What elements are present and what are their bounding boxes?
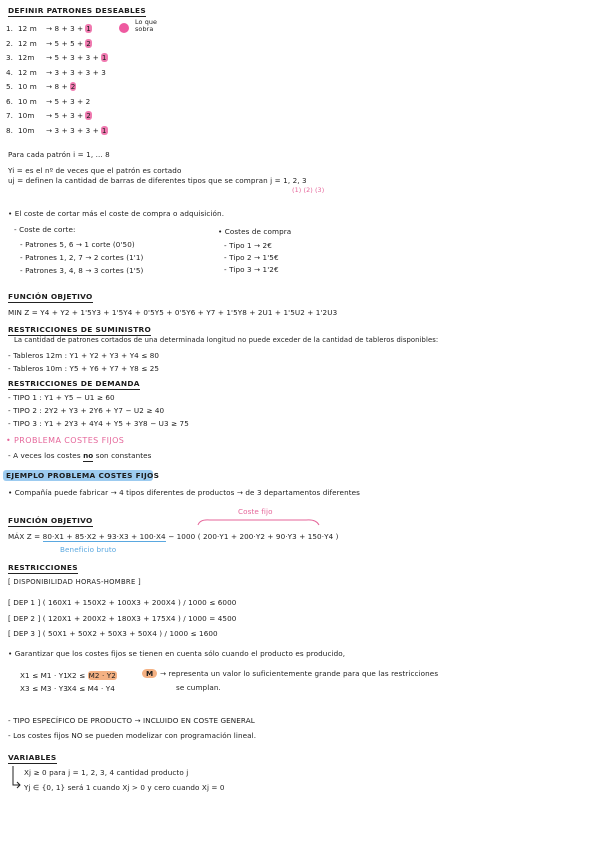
pattern-leftover: 1 bbox=[101, 53, 107, 62]
supply-title: RESTRICCIONES DE SUMINISTRO bbox=[8, 325, 152, 334]
note-item: - TIPO ESPECÍFICO DE PRODUCTO → INCLUIDO EN COSTE GENERAL bbox=[8, 716, 255, 725]
pattern-combo: 3 + 3 + 3 + 3 bbox=[54, 67, 106, 77]
pattern-row bbox=[6, 97, 90, 106]
m-constraint bbox=[67, 671, 117, 680]
purchase-cost-item: - Tipo 2 → 1'5€ bbox=[224, 253, 279, 262]
cut-cost-item: - Patrones 3, 4, 8 → 3 cortes (1'5) bbox=[20, 266, 144, 275]
fixed-note-pre: - A veces los costes bbox=[8, 451, 81, 460]
pattern-combo: 5 + 5 + bbox=[54, 38, 84, 48]
arrow-icon: → bbox=[46, 53, 55, 62]
pattern-number: 5. bbox=[6, 82, 14, 91]
cost-intro: • El coste de cortar más el coste de compra o adquisición. bbox=[8, 209, 225, 218]
cut-cost-item: - Patrones 1, 2, 7 → 2 cortes (1'1) bbox=[20, 253, 144, 262]
m-constraint: X4 ≤ M4 · Y4 bbox=[67, 684, 115, 693]
y-definition: Yi = es el nº de veces que el patrón es cortado bbox=[8, 166, 182, 175]
arrow-icon: → bbox=[46, 38, 55, 48]
section-title-patrones: DEFINIR PATRONES DESEABLES bbox=[8, 6, 146, 15]
pattern-number: 8. bbox=[6, 125, 14, 135]
arrow-icon: → bbox=[46, 67, 55, 77]
supply-item: - Tableros 12m : Y1 + Y2 + Y3 + Y4 ≤ 80 bbox=[8, 351, 160, 360]
demand-item: - TIPO 3 : Y1 + 2Y3 + 4Y4 + Y5 + 3Y8 − U3 ≥ 75 bbox=[8, 419, 189, 428]
m-constraint-pre: X2 ≤ bbox=[67, 671, 86, 680]
demand-item: - TIPO 1 : Y1 + Y5 − U1 ≥ 60 bbox=[8, 393, 115, 402]
pattern-leftover: 1 bbox=[101, 125, 107, 135]
pattern-length: 12m bbox=[18, 53, 35, 62]
example-objective-title: FUNCIÓN OBJETIVO bbox=[8, 516, 93, 525]
guarantee-text: • Garantizar que los costes fijos se tienen en cuenta sólo cuando el producto es producido, bbox=[8, 649, 346, 658]
pattern-length: 10m bbox=[18, 111, 35, 120]
purchase-cost-item: - Tipo 3 → 1'2€ bbox=[224, 265, 279, 274]
max-fixed: 200·Y1 + 200·Y2 + 90·Y3 + 150·Y4 bbox=[203, 532, 334, 541]
m-constraint-highlight: M2 · Y2 bbox=[88, 671, 116, 680]
pattern-row bbox=[6, 53, 108, 62]
supply-item: - Tableros 10m : Y5 + Y6 + Y7 + Y8 ≤ 25 bbox=[8, 364, 160, 373]
objective-formula: MIN Z = Y4 + Y2 + 1'5Y3 + 1'5Y4 + 0'5Y5 + 0'5Y6 + Y7 + 1'5Y8 + 2U1 + 1'5U2 + 1'2U3 bbox=[8, 308, 338, 317]
arrow-icon: → bbox=[46, 111, 55, 120]
fixed-cost-brace bbox=[196, 518, 321, 526]
pattern-number: 2. bbox=[6, 38, 14, 48]
max-pre: MÁX Z = bbox=[8, 532, 41, 541]
max-formula bbox=[8, 532, 339, 541]
m-constraint: X1 ≤ M1 · Y1 bbox=[20, 671, 68, 680]
arrow-icon: → bbox=[46, 82, 55, 91]
objective-title: FUNCIÓN OBJETIVO bbox=[8, 292, 93, 301]
variables-title: VARIABLES bbox=[8, 753, 57, 762]
purchase-cost-item: - Tipo 1 → 2€ bbox=[224, 241, 272, 250]
restrictions-title: RESTRICCIONES bbox=[8, 563, 78, 572]
pattern-row bbox=[6, 111, 92, 120]
fixed-note-no: no bbox=[83, 451, 94, 460]
purchase-cost-title: • Costes de compra bbox=[218, 227, 292, 236]
variable-def: Yj ∈ {0, 1} será 1 cuando Xj > 0 y cero cuando Xj = 0 bbox=[24, 783, 225, 792]
pattern-length: 10m bbox=[18, 125, 35, 135]
u-sub-indices: (1) (2) (3) bbox=[292, 186, 325, 194]
pattern-length: 12 m bbox=[18, 38, 37, 48]
restrictions-subtitle: [ DISPONIBILIDAD HORAS-HOMBRE ] bbox=[8, 578, 141, 586]
pattern-combo: 5 + 3 + 3 + bbox=[54, 53, 99, 62]
note-item: - Los costes fijos NO se pueden modelizar con programación lineal. bbox=[8, 731, 257, 740]
leftover-note: Lo que sobra bbox=[135, 18, 158, 33]
arrow-icon: → bbox=[46, 24, 55, 33]
pattern-combo: 3 + 3 + 3 + bbox=[54, 125, 99, 135]
m-description: se cumplan. bbox=[176, 683, 221, 692]
pink-marker-dot bbox=[119, 23, 129, 33]
pattern-combo: 8 + 3 + bbox=[54, 24, 84, 33]
max-end: ) bbox=[335, 532, 339, 541]
u-definition: uj = definen la cantidad de barras de diferentes tipos que se compran j = 1, 2, 3 bbox=[8, 176, 307, 185]
pattern-leftover: 1 bbox=[86, 24, 91, 33]
benefit-label: Beneficio bruto bbox=[60, 545, 117, 554]
pattern-leftover: 2 bbox=[70, 82, 76, 91]
pattern-row bbox=[6, 39, 92, 48]
dep-constraint: [ DEP 1 ] ( 160X1 + 150X2 + 100X3 + 200X4 ) / 1000 ≤ 6000 bbox=[8, 598, 237, 607]
max-mid: − 1000 ( bbox=[168, 532, 201, 541]
demand-title: RESTRICCIONES DE DEMANDA bbox=[8, 379, 140, 388]
arrow-icon: → bbox=[46, 125, 55, 135]
demand-item: - TIPO 2 : 2Y2 + Y3 + 2Y6 + Y7 − U2 ≥ 40 bbox=[8, 406, 165, 415]
pattern-number: 1. bbox=[6, 24, 14, 33]
pattern-leftover: 2 bbox=[86, 38, 91, 48]
arrow-icon: → bbox=[46, 96, 55, 106]
pattern-number: 7. bbox=[6, 111, 14, 120]
pattern-row bbox=[6, 68, 106, 77]
supply-desc: La cantidad de patrones cortados de una determinada longitud no puede exceder de la cantidad de tableros disponibles: bbox=[14, 336, 439, 344]
fixed-note-post: son constantes bbox=[95, 451, 152, 460]
pattern-row bbox=[6, 126, 108, 135]
example-title: EJEMPLO PROBLEMA COSTES FIJOS bbox=[6, 471, 160, 480]
example-desc: • Compañía puede fabricar → 4 tipos diferentes de productos → de 3 departamentos diferentes bbox=[8, 488, 361, 497]
variable-def: Xj ≥ 0 para j = 1, 2, 3, 4 cantidad producto j bbox=[24, 768, 189, 777]
pattern-number: 6. bbox=[6, 96, 14, 106]
pattern-length: 12 m bbox=[18, 24, 37, 33]
pattern-combo: 8 + bbox=[54, 82, 68, 91]
pattern-combo: 5 + 3 + 2 bbox=[54, 96, 91, 106]
pattern-number: 3. bbox=[6, 53, 14, 62]
pattern-length: 10 m bbox=[18, 96, 37, 106]
dep-constraint: [ DEP 3 ] ( 50X1 + 50X2 + 50X3 + 50X4 ) / 1000 ≤ 1600 bbox=[8, 629, 218, 638]
cut-cost-title: - Coste de corte: bbox=[14, 225, 76, 234]
fixed-costs-note bbox=[8, 451, 152, 460]
max-benefit: 80·X1 + 85·X2 + 93·X3 + 100·X4 bbox=[42, 532, 166, 541]
m-symbol: M bbox=[142, 669, 157, 678]
fixed-costs-title: • PROBLEMA COSTES FIJOS bbox=[6, 436, 125, 445]
pattern-row bbox=[6, 82, 76, 91]
pattern-number: 4. bbox=[6, 67, 14, 77]
m-constraint: X3 ≤ M3 · Y3 bbox=[20, 684, 68, 693]
pattern-leftover: 2 bbox=[86, 111, 91, 120]
pattern-combo: 5 + 3 + bbox=[54, 111, 84, 120]
fixed-cost-label: Coste fijo bbox=[238, 507, 273, 516]
pattern-row bbox=[6, 24, 92, 33]
dep-constraint: [ DEP 2 ] ( 120X1 + 200X2 + 180X3 + 175X4 ) / 1000 = 4500 bbox=[8, 614, 237, 623]
m-description: → representa un valor lo suficientemente grande para que las restricciones bbox=[160, 669, 439, 678]
para-cada-patron: Para cada patrón i = 1, ... 8 bbox=[8, 150, 110, 159]
pattern-length: 10 m bbox=[18, 82, 37, 91]
cut-cost-item: - Patrones 5, 6 → 1 corte (0'50) bbox=[20, 240, 135, 249]
pattern-length: 12 m bbox=[18, 67, 37, 77]
variables-arrow bbox=[10, 765, 22, 789]
